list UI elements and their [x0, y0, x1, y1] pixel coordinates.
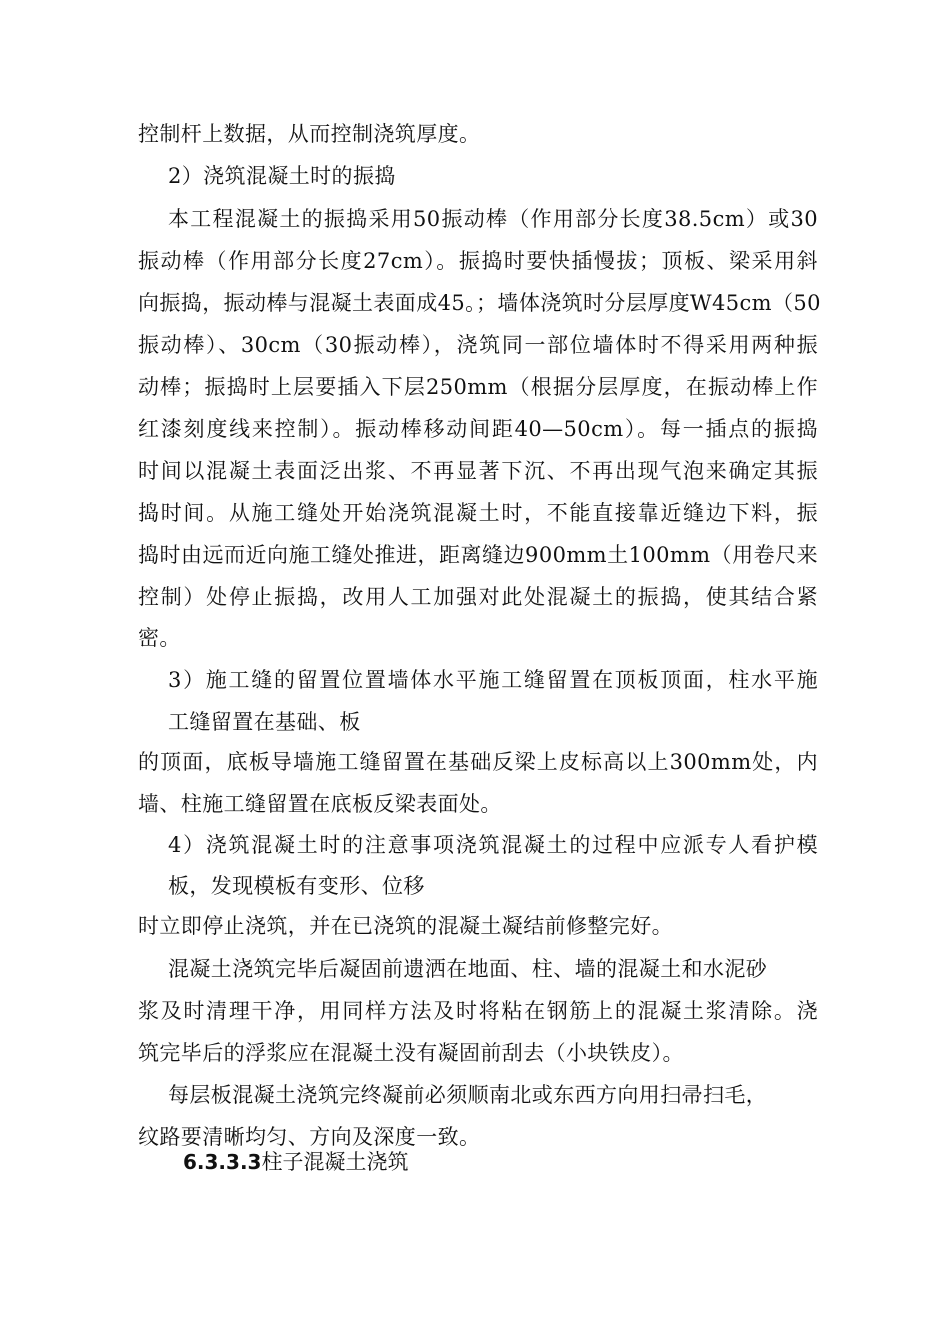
section-heading: [183, 1148, 408, 1176]
paragraph-line: 振动棒）、30cm（30振动棒），浇筑同一部位墙体时不得采用两种振: [138, 333, 818, 357]
paragraph-line: 本工程混凝土的振捣采用50振动棒（作用部分长度38.5cm）或30: [168, 207, 818, 231]
paragraph-line: 混凝土浇筑完毕后凝固前遗洒在地面、柱、墙的混凝土和水泥砂: [168, 957, 768, 981]
paragraph-line: 动棒；振捣时上层要插入下层250mm（根据分层厚度，在振动棒上作: [138, 375, 818, 399]
paragraph-line: 墙、柱施工缝留置在底板反梁表面处。: [138, 792, 502, 816]
paragraph-line: 时立即停止浇筑，并在已浇筑的混凝土凝结前修整完好。: [138, 914, 673, 938]
paragraph-line: 捣时间。从施工缝处开始浇筑混凝土时，不能直接靠近缝边下料，振: [138, 501, 818, 525]
paragraph-line: 控制）处停止振捣，改用人工加强对此处混凝土的振捣，使其结合紧: [138, 585, 818, 609]
paragraph-line: 控制杆上数据，从而控制浇筑厚度。: [138, 122, 481, 146]
paragraph-line: 的顶面，底板导墙施工缝留置在基础反梁上皮标高以上300mm处，内: [138, 750, 818, 774]
paragraph-line: 每层板混凝土浇筑完终凝前必须顺南北或东西方向用扫帚扫毛，: [168, 1083, 768, 1107]
paragraph-line: 工缝留置在基础、板: [168, 710, 361, 734]
paragraph-line: 4）浇筑混凝土时的注意事项浇筑混凝土的过程中应派专人看护模: [168, 833, 818, 857]
paragraph-line: 筑完毕后的浮浆应在混凝土没有凝固前刮去（小块铁皮）。: [138, 1041, 684, 1065]
paragraph-line: 2）浇筑混凝土时的振捣: [168, 164, 396, 188]
section-title: 柱子混凝土浇筑: [261, 1150, 409, 1174]
paragraph-line: 向振捣，振动棒与混凝土表面成45。；墙体浇筑时分层厚度W45cm（50: [138, 291, 821, 315]
paragraph-line: 捣时由远而近向施工缝处推进，距离缝边900mm土100mm（用卷尺来: [138, 543, 818, 567]
paragraph-line: 纹路要清晰均匀、方向及深度一致。: [138, 1125, 481, 1149]
section-number: 6.3.3.3: [183, 1150, 262, 1174]
paragraph-line: 浆及时清理干净，用同样方法及时将粘在钢筋上的混凝土浆清除。浇: [138, 999, 818, 1023]
paragraph-line: 密。: [138, 626, 181, 650]
paragraph-line: 时间以混凝土表面泛出浆、不再显著下沉、不再出现气泡来确定其振: [138, 459, 818, 483]
paragraph-line: 红漆刻度线来控制）。振动棒移动间距40—50cm）。每一插点的振捣: [138, 417, 818, 441]
paragraph-line: 板，发现模板有变形、位移: [168, 874, 425, 898]
paragraph-line: 振动棒（作用部分长度27cm）。振捣时要快插慢拔；顶板、梁采用斜: [138, 249, 818, 273]
paragraph-line: 3）施工缝的留置位置墙体水平施工缝留置在顶板顶面，柱水平施: [168, 668, 818, 692]
